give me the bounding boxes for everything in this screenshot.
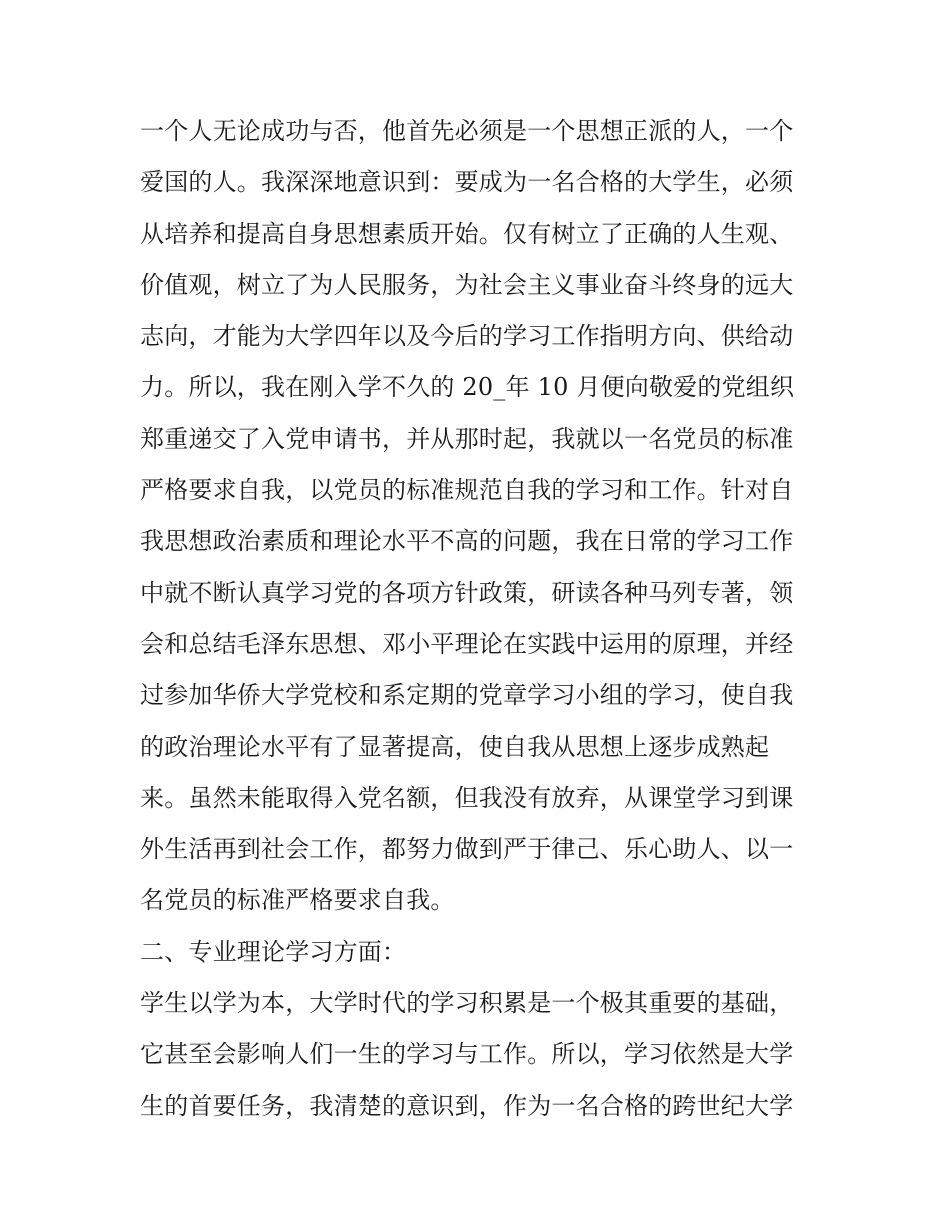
text-line: 来。虽然未能取得入党名额，但我没有放弃，从课堂学习到课 [140, 783, 794, 812]
text-line: 郑重递交了入党申请书，并从那时起，我就以一名党员的标准 [140, 424, 794, 453]
body-text [140, 106, 820, 1132]
text-line: 学生以学为本，大学时代的学习积累是一个极其重要的基础， [140, 989, 794, 1018]
text-line: 爱国的人。我深深地意识到：要成为一名合格的大学生，必须 [140, 168, 794, 197]
text-line: 价值观，树立了为人民服务，为社会主义事业奋斗终身的远大 [140, 270, 794, 299]
text-line: 的政治理论水平有了显著提高，使自我从思想上逐步成熟起 [140, 732, 770, 761]
section-heading: 二、专业理论学习方面： [140, 937, 407, 966]
text-line: 我思想政治素质和理论水平不高的问题，我在日常的学习工作 [140, 527, 794, 556]
text-line: 名党员的标准严格要求自我。 [140, 886, 455, 915]
text-line: 力。所以，我在刚入学不久的 20_年 10 月便向敬爱的党组织 [140, 373, 795, 402]
text-line: 生的首要任务，我清楚的意识到，作为一名合格的跨世纪大学 [140, 1091, 794, 1120]
text-line: 外生活再到社会工作，都努力做到严于律己、乐心助人、以一 [140, 835, 794, 864]
text-line: 中就不断认真学习党的各项方针政策，研读各种马列专著，领 [140, 578, 794, 607]
text-line: 过参加华侨大学党校和系定期的党章学习小组的学习，使自我 [140, 681, 794, 710]
text-line: 一个人无论成功与否，他首先必须是一个思想正派的人，一个 [140, 117, 794, 145]
text-line: 严格要求自我，以党员的标准规范自我的学习和工作。针对自 [140, 476, 794, 505]
text-line: 志向，才能为大学四年以及今后的学习工作指明方向、供给动 [140, 322, 794, 351]
text-line: 从培养和提高自身思想素质开始。仅有树立了正确的人生观、 [140, 219, 794, 248]
text-line: 它甚至会影响人们一生的学习与工作。所以，学习依然是大学 [140, 1040, 794, 1069]
text-line: 会和总结毛泽东思想、邓小平理论在实践中运用的原理，并经 [140, 629, 794, 658]
